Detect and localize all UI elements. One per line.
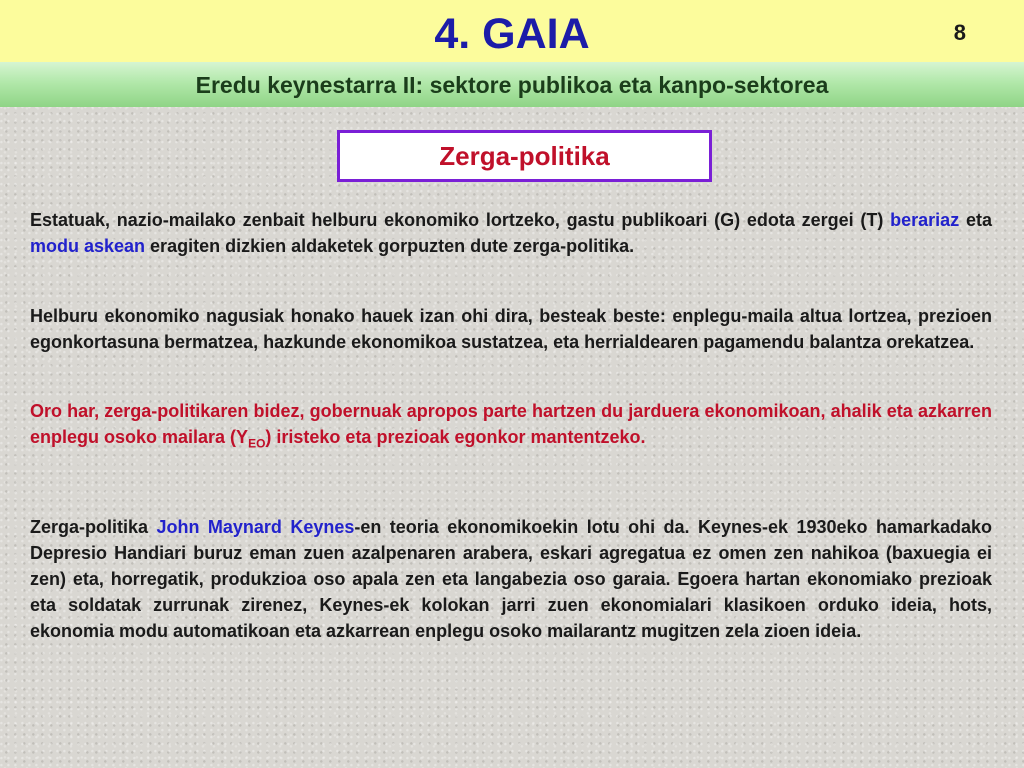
section-title: Zerga-politika	[439, 141, 610, 171]
paragraph-text: Estatuak, nazio-mailako zenbait helburu ekonomiko lortzeko, gastu publikoari (G) edota zergei (T)	[30, 210, 891, 230]
page-number: 8	[953, 20, 966, 45]
paragraph-summary	[30, 398, 992, 450]
slide-subtitle: Eredu keynestarra II: sektore publikoa eta kanpo-sektorea	[195, 72, 829, 98]
paragraph-text: -en teoria ekonomikoekin lotu ohi da. Keynes-ek 1930eko hamarkadako Depresio Handiari buruz eman zuen azalpenaren arabera, eskari agregatua ez omen zen nahikoa (baxuegia ei zen) eta, horregatik, produkzioa oso apala zen eta langabezia oso garaia. Egoera hartan ekonomiako prezioak eta soldatak zurrunak zirenez, Keynes-ek kolokan jarri zuen ekonomialari klasikoen orduko ideia, hots, ekonomia modu automatikoan eta azkarrean enplegu osoko mailarantz mugitzen zela zioen ideia.	[30, 517, 992, 641]
paragraph-text: ) iristeko eta prezioak egonkor mantentzeko.	[265, 427, 646, 447]
paragraph-goals: Helburu ekonomiko nagusiak honako hauek izan ohi dira, besteak beste: enplegu-maila altua lortzea, prezioen egonkortasuna bermatzea, hazkunde ekonomikoa sustatzea, eta herrialdearen pagamendu balantza orekatzea.	[30, 306, 992, 352]
paragraph-keynes	[30, 514, 992, 644]
highlight-text: modu askean	[30, 236, 146, 256]
paragraph-text: Zerga-politika	[30, 517, 157, 537]
paragraph-text: eta	[959, 210, 992, 230]
page-title: 4. GAIA	[434, 10, 590, 58]
subscript-eo: EO	[248, 436, 266, 451]
section-title-box	[337, 130, 712, 182]
paragraph-definition	[30, 207, 992, 259]
paragraph-text: Oro har, zerga-politikaren bidez, gobernuak apropos parte hartzen du jarduera ekonomikoan, ahalik eta azkarren enplegu osoko mailara (Y	[30, 401, 992, 447]
keynes-name: John Maynard Keynes	[156, 517, 355, 537]
paragraph-text: eragiten dizkien aldaketek gorpuzten dute zerga-politika.	[145, 236, 635, 256]
highlight-text: berariaz	[890, 210, 960, 230]
